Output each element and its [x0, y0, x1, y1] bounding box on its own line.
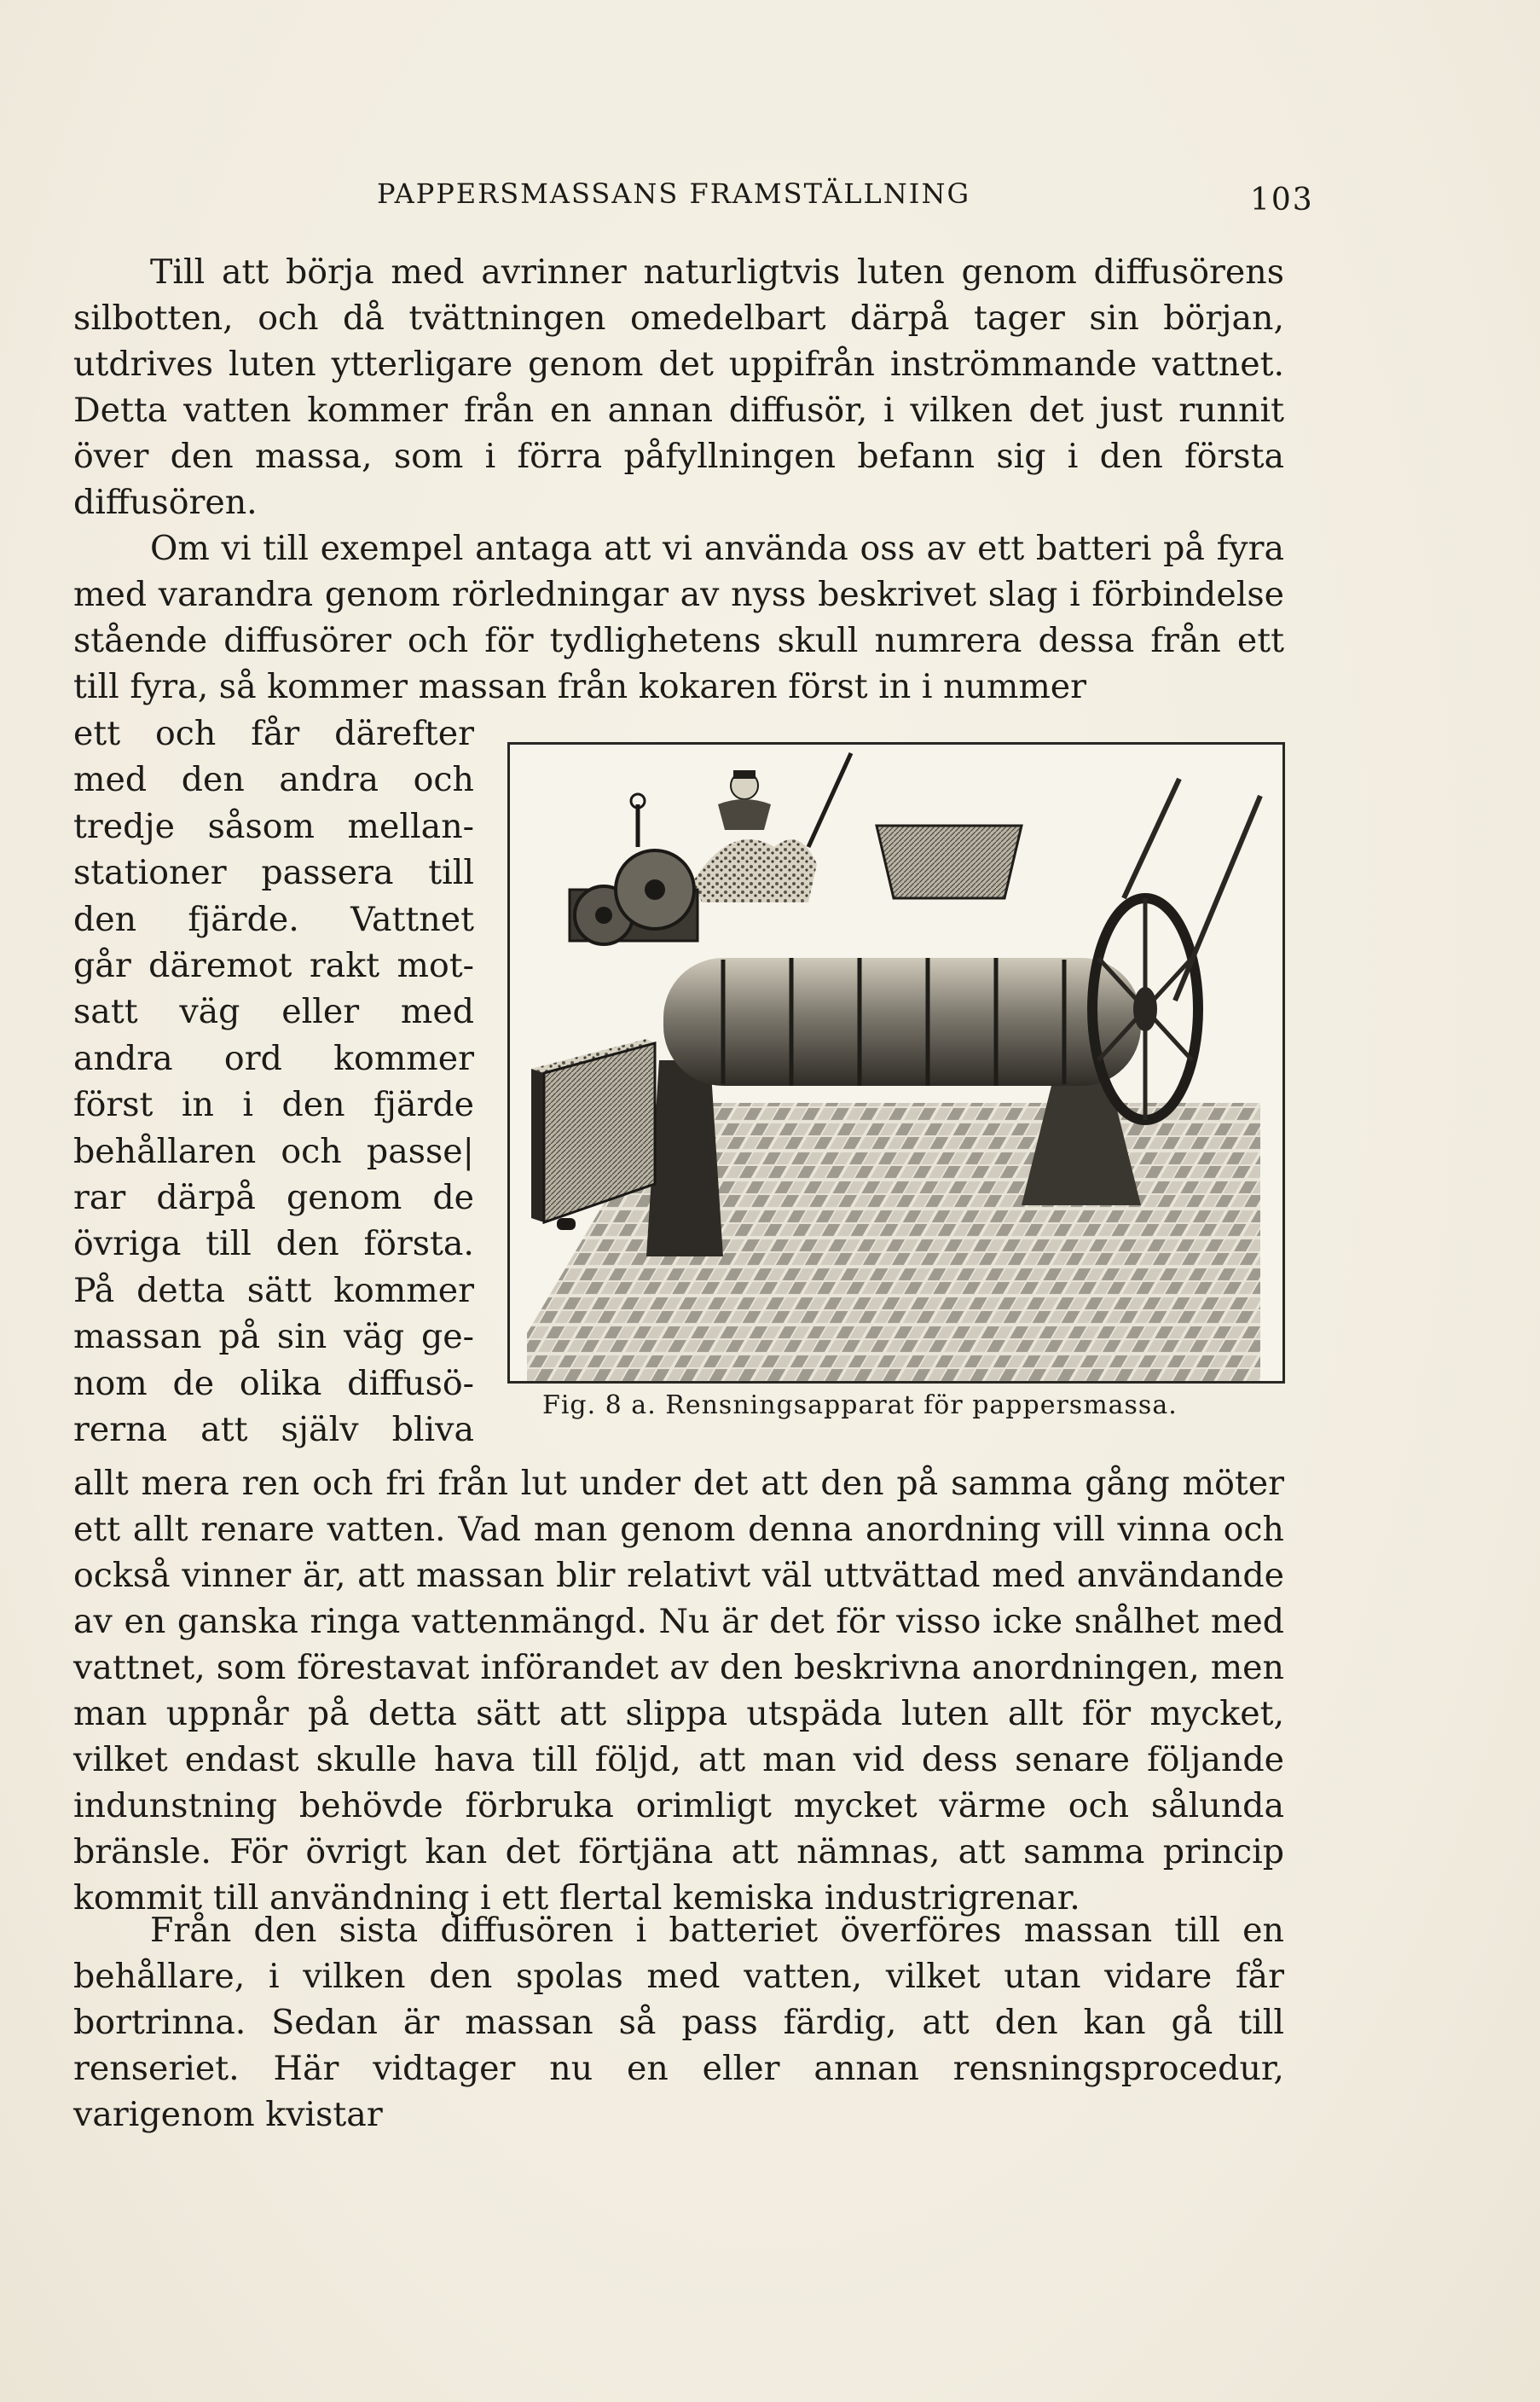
- left-pillar: [646, 1060, 723, 1256]
- paragraph-2-continuation: allt mera ren och fri från lut under det att den på samma gång möter ett allt renare vatten. Vad man genom denna anordning vill vinna och också vinner är, att massan blir relativt väl uttvättad med användande av en ganska ringa vattenmängd. Nu är det för visso icke snålhet med vattnet, som förestavat införandet av den beskrivna anordningen, men man uppnår på detta sätt att slippa utspäda luten allt för mycket, vilket endast skulle hava till följd, att man vid dess senare följande indunstning behövde förbruka orimligt mycket värme och sålunda bränsle. För övrigt kan det förtjäna att nämnas, att samma princip kommit till användning i ett flertal kemiska industrigrenar.: [73, 1464, 1284, 1918]
- wrapped-text-column: [73, 711, 474, 1453]
- wrapped-line: andra ord kommer: [73, 1038, 474, 1078]
- drum-body: [663, 958, 1141, 1086]
- wrapped-line: stationer passera till: [73, 853, 474, 893]
- wrapped-line: ett och får därefter: [73, 714, 474, 753]
- figure-illustration: [507, 742, 1285, 1384]
- wrapped-line: den fjärde. Vattnet: [73, 899, 474, 939]
- paragraph-1: Till att börja med avrinner naturligtvis luten genom diffusörens silbotten, och då tvättningen omedelbart därpå tager sin början, utdrives luten ytterligare genom det uppifrån inströmmande vattnet. Detta vatten kommer från en annan diffusör, i vilken det just runnit över den massa, som i förra påfyllningen befann sig i den första diffusören.: [73, 252, 1284, 522]
- running-title: PAPPERSMASSANS FRAMSTÄLLNING: [377, 177, 970, 210]
- wrapped-line: tredje såsom mellan-: [73, 806, 474, 846]
- wrapped-line: med den andra och: [73, 760, 474, 800]
- text-block-bottom: [73, 1907, 1284, 2138]
- paragraph-2-intro: Om vi till exempel antaga att vi använda oss av ett batteri på fyra med varandra genom rörledningar av nyss beskrivet slag i förbindelse stående diffusörer och för tydlighetens skull numrera dessa från ett till fyra, så kommer massan från kokaren först in i nummer: [73, 529, 1284, 706]
- wrapped-line: rerna att själv bliva: [73, 1410, 474, 1450]
- hopper: [877, 826, 1022, 898]
- wrapped-line: går däremot rakt mot-: [73, 946, 474, 986]
- machine-illustration: [510, 745, 1282, 1381]
- wrapped-line: nom de olika diffusö-: [73, 1363, 474, 1403]
- paragraph-3: Från den sista diffusören i batteriet överföres massan till en behållare, i vilken den spolas med vatten, vilket utan vidare får bortrinna. Sedan är massan så pass färdig, att den kan gå till renseriet. Här vidtager nu en eller annan rensningsprocedur, varigenom kvistar: [73, 1911, 1284, 2134]
- figure-caption: Fig. 8 a. Rensningsapparat för pappersmassa.: [542, 1390, 1178, 1420]
- wrapped-line: övriga till den första.: [73, 1224, 474, 1264]
- wrapped-line: På detta sätt kommer: [73, 1270, 474, 1310]
- wrapped-line: satt väg eller med: [73, 992, 474, 1032]
- right-pillar: [1022, 1069, 1141, 1205]
- wrapped-line: massan på sin väg ge-: [73, 1317, 474, 1357]
- wrapped-line: först in i den fjärde: [73, 1085, 474, 1125]
- text-block-top: [73, 249, 1284, 710]
- wrapped-line: rar därpå genom de: [73, 1178, 474, 1218]
- page-number: 103: [1250, 183, 1314, 218]
- wrapped-line: behållaren och passe|: [73, 1131, 474, 1171]
